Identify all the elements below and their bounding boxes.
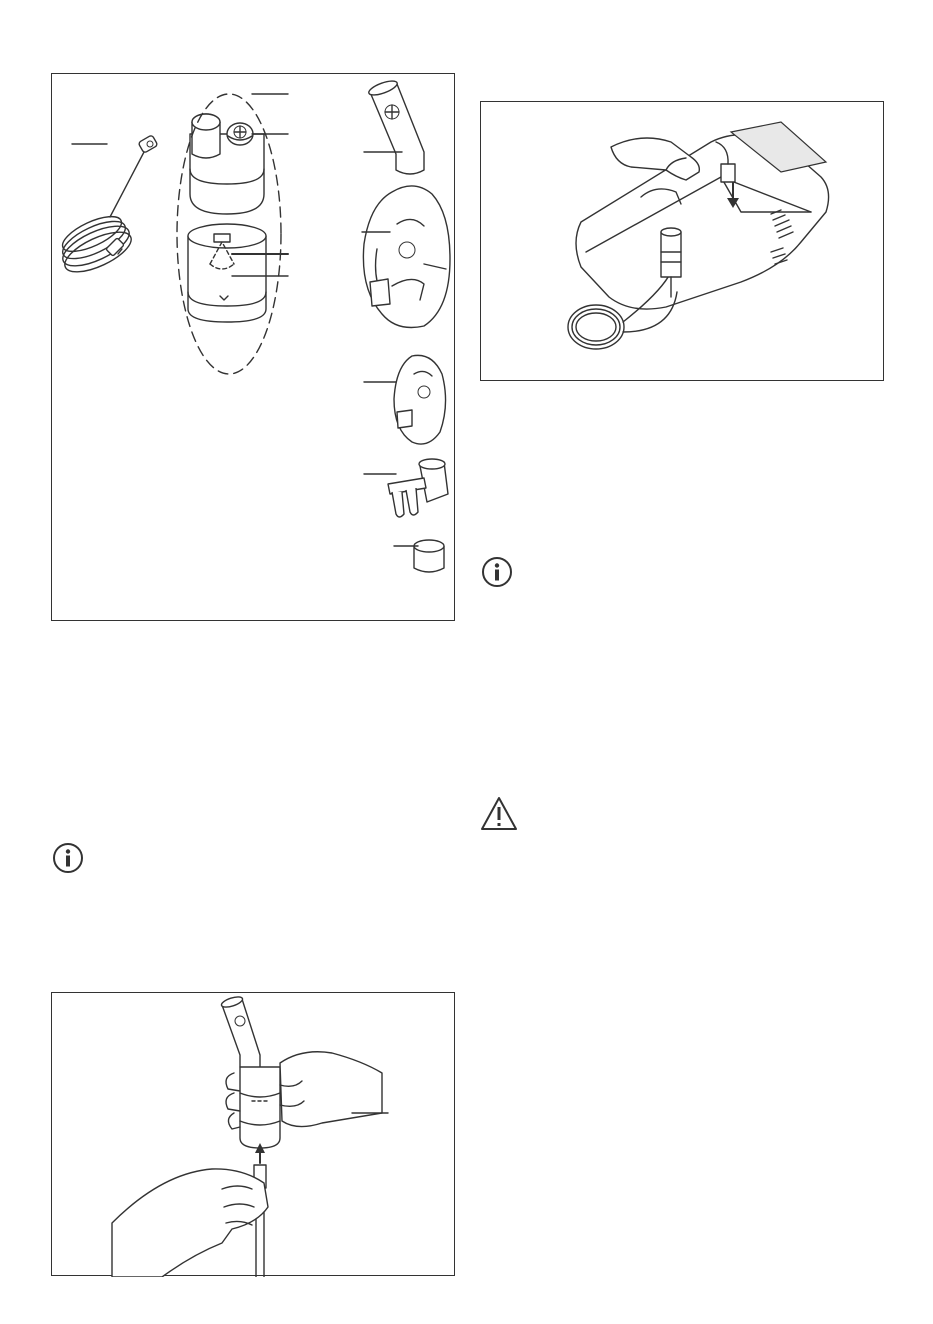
child-mask-illustration xyxy=(364,355,446,444)
figure-connect-air-tube xyxy=(51,992,455,1276)
info-icon xyxy=(52,842,84,874)
filter-cap-illustration xyxy=(394,540,444,572)
nebulizer-upper-illustration xyxy=(190,94,288,214)
figure-attach-nebulizer xyxy=(480,101,884,381)
device-illustration xyxy=(481,102,885,382)
adult-mask-illustration xyxy=(362,186,450,328)
info-icon xyxy=(481,556,513,588)
warning-triangle-icon xyxy=(480,796,518,832)
hands-illustration xyxy=(52,993,456,1277)
mouthpiece-illustration xyxy=(364,78,424,174)
air-tube-illustration xyxy=(57,135,157,280)
parts-illustration xyxy=(52,74,456,622)
figure-parts-overview xyxy=(51,73,455,621)
nasal-piece-illustration xyxy=(364,459,448,517)
